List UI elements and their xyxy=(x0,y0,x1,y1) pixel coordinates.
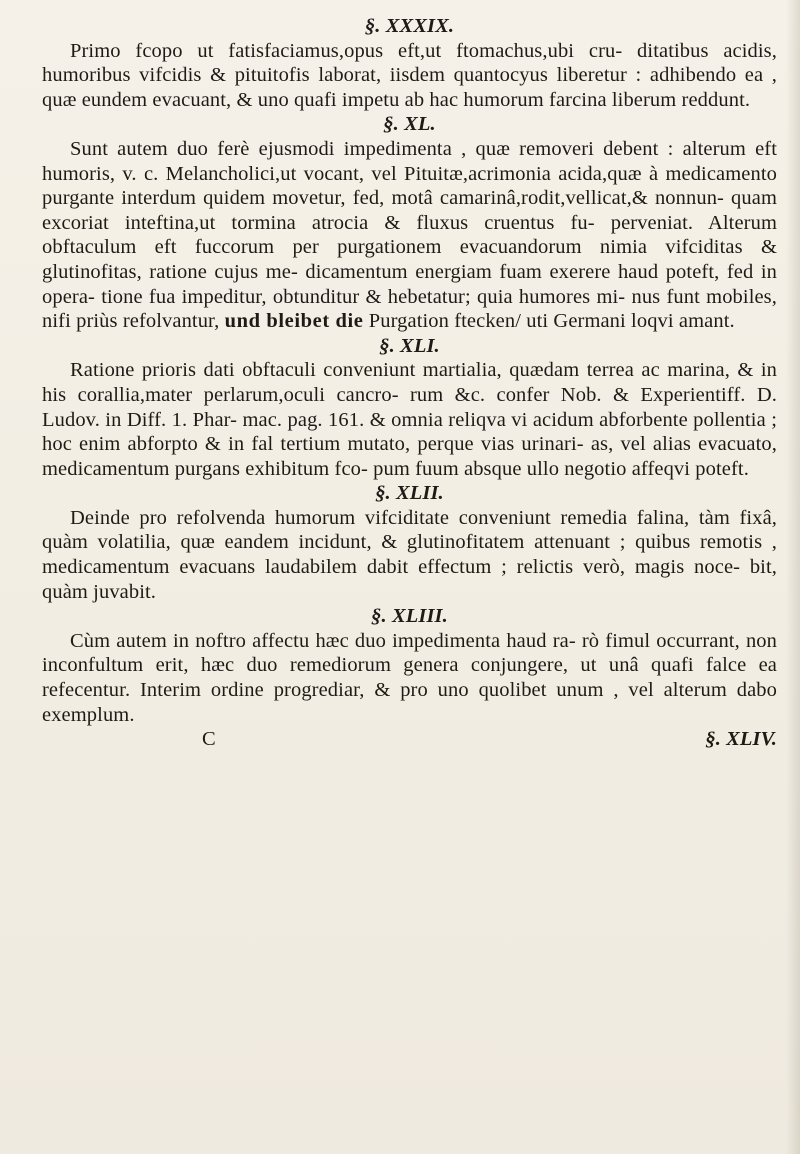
paragraph-text: Sunt autem duo ferè ejusmodi impedimenta , quæ removeri debent : alterum eft humoris, v. c. Melancholici,ut vocant, vel Pituitæ,acrimonia acida,quæ à medicamento purgante interdum quidem movetur, fed, motâ camarinâ,rodit,vellicat,& nonnun- quam excoriat inteftina,ut tormina atrocia & fluxus cruentus fu- perveniat. Alterum obftaculum eft fuccorum per purgationem evacuandorum nimia vifciditas & glutinofitas, ratione cujus me- dicamentum energiam fuam exerere haud poteft, fed in opera- tione fua impeditur, obtunditur & hebetatur; quia humores mi- nus funt mobiles, nifi priùs refolvantur, xyxy=(42,137,777,333)
signature-mark: C xyxy=(202,728,216,751)
page-edge-shadow xyxy=(786,0,800,1154)
section-heading: §. XXXIX. xyxy=(364,15,455,37)
section-heading: §. XLIII. xyxy=(371,605,448,628)
section-paragraph: Ratione prioris dati obftaculi conveniunt martialia, quædam terrea ac marina, & in his corallia,mater perlarum,oculi cancro- rum &c. confer Nob. & Experientiff. D. Ludov. in Diff. 1. Phar- mac. pag. 161. & omnia reliqva vi acidum abforbente pollentia ; hoc enim abforpto & in fal tertium mutato, perque vias urinari- as, vel alias evacuato, medicamentum purgans exhibitum fco- pum fuum absque ullo negotio affeqvi poteft. xyxy=(42,359,777,480)
section-heading: §. XLI. xyxy=(379,334,440,357)
section-paragraph xyxy=(42,137,777,334)
catchword: §. XLIV. xyxy=(705,728,777,751)
fraktur-text: und bleibet die xyxy=(224,310,364,333)
page-footer xyxy=(42,727,777,752)
section-paragraph: Cùm autem in noftro affectu hæc duo impedimenta haud ra- rò fimul occurrant, non inconfultum erit, hæc duo remediorum genera conjungere, ut unâ quafi falce ea refecentur. Interim ordine progrediar, & pro uno quolibet unum , vel alterum dabo exemplum. xyxy=(42,629,777,726)
section-paragraph: Primo fcopo ut fatisfaciamus,opus eft,ut ftomachus,ubi cru- ditatibus acidis, humoribus vifcidis & pituitofis laborat, iisdem quantocyus liberetur : adhibendo ea , quæ eundem evacuant, & uno quafi impetu ab hac humorum farcina liberum reddunt. xyxy=(42,39,777,111)
section-paragraph: Deinde pro refolvenda humorum vifciditate conveniunt remedia falina, tàm fixâ, quàm volatilia, quæ eandem incidunt, & glutinofitatem attenuant ; quibus remotis , medicamentum evacuans laudabilem dabit effectum ; relictis verò, magis noce- bit, quàm juvabit. xyxy=(42,506,777,603)
paragraph-text-end: Purgation ftecken/ uti Germani loqvi amant. xyxy=(368,310,735,333)
section-heading: §. XL. xyxy=(383,113,436,136)
text-block xyxy=(42,14,777,752)
section-heading: §. XLII. xyxy=(375,482,444,505)
